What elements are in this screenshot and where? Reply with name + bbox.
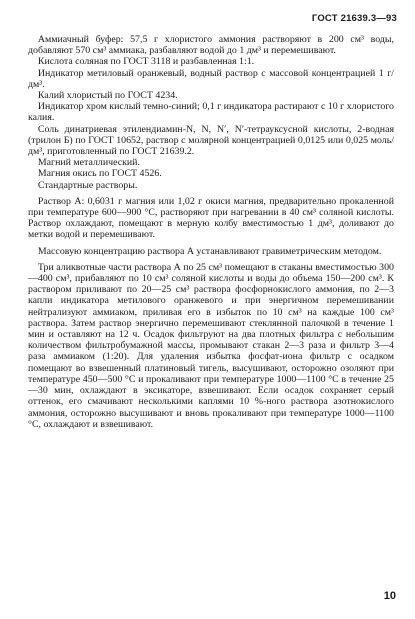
paragraph-chrome-indicator: Индикатор хром кислый темно-синий; 0,1 г индикатора растирают с 10 г хлористого калия.	[28, 101, 394, 124]
standard-header: ГОСТ 21639.3—93	[311, 13, 397, 24]
paragraph-gravimetric-procedure: Три аликвотные части раствора А по 25 см³ помещают в стаканы вместимостью 300—400 см³, прибавляют по 10 см³ соляной кислоты и воды до объема 150—200 см³. К раствором приливают по 20—25 см³ раствора фосфорнокислого аммония, по 2—3 капли индикатора метилового оранжевого и при энергичном перемешивании нейтрализуют аммиаком, приливая его в избыток по 10 см³ на каждые 100 см³ раствора. Затем раствор энергично перемешивают стеклянной палочкой в течение 1 мин и оставляют на 12 ч. Осадок фильтруют на два плотных фильтра с небольшим количеством фильтробумажной массы, промывают стакан 2—3 раза и фильтр 3—4 раза аммиаком (1:20). Для удаления избытка фосфат-иона фильтр с осадком помещают во взвешенный платиновый тигель, высушивают, осторожно озоляют при температуре 450—500 °С и прокаливают при температуре 1000—1100 °С в течение 25—30 мин, охлаждают в эксикаторе, взвешивают. Если осадок сохраняет серый оттенок, его смачивают несколькими каплями 10 %-ного раствора азотнокислого аммония, осторожно высушивают и вновь прокаливают при температуре 1000—1100 °С, охлаждают и взвешивают.	[28, 261, 394, 430]
paragraph-hydrochloric-acid: Кислота соляная по ГОСТ 3118 и разбавленная 1:1.	[37, 56, 255, 68]
paragraph-trilon-b: Соль динатриевая этилендиамин-N, N, N′, N′-тетрауксусной кислоты, 2-водная (трилон Б) по ГОСТ 10652, раствор с молярной концентрацией 0,0125 или 0,025 моль/дм³, приготовленный по ГОСТ 21639.2.	[28, 123, 394, 158]
paragraph-solution-a: Раствор А: 0,6031 г магния или 1,02 г окиси магния, предварительно прокаленной при температуре 600—900 °С, растворяют при нагревании в 40 см³ соляной кислоты. Раствор охлаждают, помещают в мерную колбу вместимостью 1 дм³, доливают до метки водой и перемешивают.	[28, 195, 394, 241]
paragraph-ammonia-buffer: Аммиачный буфер: 57,5 г хлористого аммония растворяют в 200 см³ воды, добавляют 570 см³ аммиака, разбавляют водой до 1 дм³ и перемешивают.	[28, 34, 394, 57]
paragraph-magnesium-metal: Магний металлический.	[37, 157, 140, 169]
paragraph-magnesium-oxide: Магния окись по ГОСТ 4526.	[37, 168, 162, 180]
paragraph-mass-concentration: Массовую концентрацию раствора А устанавливают гравиметрическим методом.	[37, 245, 382, 257]
document-body	[28, 34, 394, 430]
paragraph-methyl-orange: Индикатор метиловый оранжевый, водный раствор с массовой концентрацией 1 г/дм³.	[28, 67, 394, 90]
page-number: 10	[383, 590, 396, 602]
paragraph-standard-solutions: Стандартные растворы.	[37, 179, 138, 191]
paragraph-potassium-chloride: Калий хлористый по ГОСТ 4234.	[37, 90, 178, 102]
